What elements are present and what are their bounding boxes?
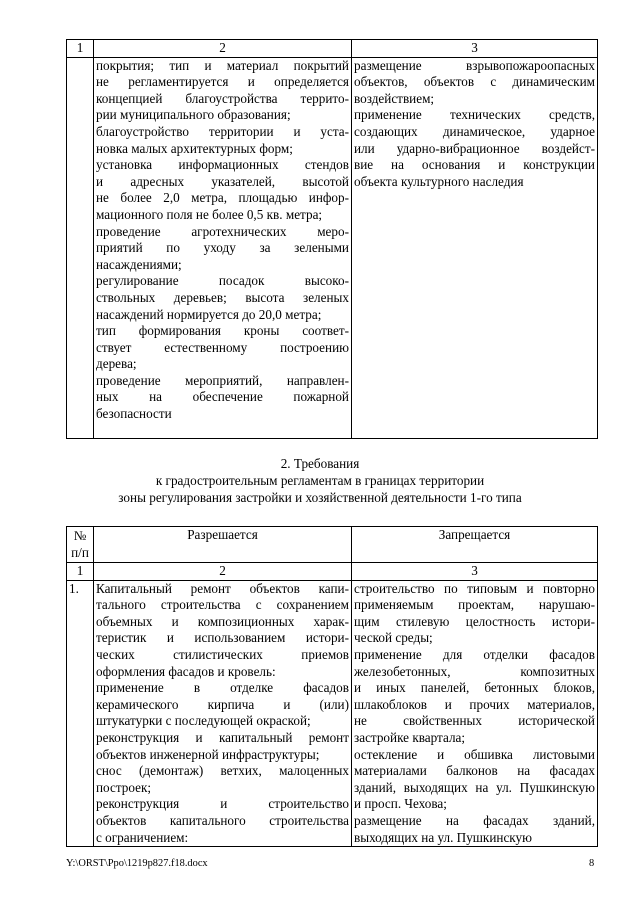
text-line: ных на обеспечение пожарной — [96, 389, 349, 405]
text-line: реконструкция и капитальный ремонт — [96, 729, 349, 745]
text-line: размещение на фасадах зданий, — [354, 812, 595, 828]
text-line: материалами балконов на фасадах — [354, 763, 595, 779]
text-line: рии муниципального образования; — [96, 107, 291, 123]
allowed-text — [96, 581, 349, 847]
column-number-row — [67, 563, 598, 581]
text-line: Капитальный ремонт объектов капи- — [96, 580, 349, 596]
text-line: объекта культурного наследия — [354, 173, 524, 189]
text-line: построек; — [96, 779, 152, 795]
forbidden-text — [354, 581, 595, 847]
col-number-3: 3 — [352, 40, 598, 58]
text-line: размещение взрывопожароопасных — [354, 57, 595, 73]
text-line: применяемым проектам, нарушаю- — [354, 597, 595, 613]
header-forbidden: Запрещается — [352, 527, 598, 563]
col-number-2: 2 — [94, 40, 352, 58]
col-number-1: 1 — [67, 40, 94, 58]
text-line: применение для отделки фасадов — [354, 646, 595, 662]
text-line: дерева; — [96, 356, 137, 372]
text-line: проведение мероприятий, направлен- — [96, 372, 349, 388]
text-line: оформления фасадов и кровель: — [96, 663, 276, 679]
text-line: теристик и использованием истори- — [96, 630, 349, 646]
text-line: насаждениями; — [96, 256, 182, 272]
text-line: застройке квартала; — [354, 729, 466, 745]
section-title: 2. Требования — [280, 456, 360, 471]
header-row — [67, 527, 598, 563]
allowed-cell — [94, 57, 352, 438]
text-line: вие на основания и конструкции — [354, 157, 595, 173]
text-line: шлакоблоков и прочих материалов, — [354, 696, 595, 712]
text-line: создающих динамическое, ударное — [354, 123, 595, 139]
section-subtitle-2: зоны регулирования застройки и хозяйственной деятельности 1-го типа — [118, 490, 522, 505]
text-line: новка малых архитектурных форм; — [96, 140, 293, 156]
text-line: концепцией благоустройства террито- — [96, 90, 349, 106]
text-line: мационного поля не более 0,5 кв. метра; — [96, 206, 323, 222]
text-line: не регламентируется и определяется — [96, 74, 349, 90]
text-line: ческой среды; — [354, 630, 433, 646]
header-number: № п/п — [67, 527, 94, 563]
text-line: объемных и композиционных харак- — [96, 613, 349, 629]
page-number: 8 — [589, 858, 595, 869]
text-line: объектов капитального строительства — [96, 812, 349, 828]
text-line: выходящих на ул. Пушкинскую — [354, 829, 532, 845]
text-line: железобетонных, композитных — [354, 663, 595, 679]
text-line: ствует естественному построению — [96, 339, 349, 355]
text-line: приятий по уходу за зелеными — [96, 240, 349, 256]
forbidden-cell — [352, 580, 598, 847]
requirements-table — [66, 526, 598, 847]
text-line: и иных панелей, бетонных блоков, — [354, 680, 595, 696]
text-line: или ударно-вибрационное воздейст- — [354, 140, 595, 156]
allowed-text — [96, 58, 349, 423]
text-line: ческих стилистических приемов — [96, 646, 349, 662]
forbidden-text — [354, 58, 595, 191]
column-number-row — [67, 40, 598, 58]
col-number-2: 2 — [94, 563, 352, 581]
text-line: и просп. Чехова; — [354, 796, 447, 812]
text-line: зданий, выходящих на ул. Пушкинскую — [354, 779, 595, 795]
text-line: не более 2,0 метра, площадью инфор- — [96, 190, 349, 206]
text-line: керамического кирпича и (или) — [96, 696, 349, 712]
text-line: реконструкция и строительство — [96, 796, 349, 812]
text-line: строительство по типовым и повторно — [354, 580, 595, 596]
text-line: тального строительства с сохранением — [96, 597, 349, 613]
text-line: объектов, объектов с динамическим — [354, 74, 595, 90]
text-line: штукатурки с последующей окраской; — [96, 713, 311, 729]
text-line: воздействием; — [354, 90, 435, 106]
text-line: покрытия; тип и материал покрытий — [96, 57, 349, 73]
footer-file-path: Y:\ORST\Ppo\1219p827.f18.docx — [66, 858, 208, 869]
text-line: объектов инженерной инфраструктуры; — [96, 746, 320, 762]
row-number-cell — [67, 57, 94, 438]
text-line: снос (демонтаж) ветхих, малоценных — [96, 763, 349, 779]
allowed-cell — [94, 580, 352, 847]
text-line: применение в отделке фасадов — [96, 680, 349, 696]
regulations-table-continued — [66, 39, 598, 439]
section-subtitle-1: к градостроительным регламентам в границах территории — [155, 473, 485, 488]
text-line: проведение агротехнических меро- — [96, 223, 349, 239]
text-line: щим стилевую целостность истори- — [354, 613, 595, 629]
text-line: установка информационных стендов — [96, 157, 349, 173]
text-line: тип формирования кроны соответ- — [96, 323, 349, 339]
text-line: ствольных деревьев; высота зеленых — [96, 289, 349, 305]
text-line: благоустройство территории и уста- — [96, 123, 349, 139]
table-row — [67, 57, 598, 438]
row-number: 1. — [67, 580, 94, 847]
text-line: и адресных указателей, высотой — [96, 173, 349, 189]
table-row — [67, 580, 598, 847]
col-number-1: 1 — [67, 563, 94, 581]
text-line: с ограничением: — [96, 829, 189, 845]
text-line: не свойственных исторической — [354, 713, 595, 729]
forbidden-cell — [352, 57, 598, 438]
text-line: насаждений нормируется до 20,0 метра; — [96, 306, 322, 322]
col-number-3: 3 — [352, 563, 598, 581]
text-line: безопасности — [96, 406, 172, 422]
text-line: регулирование посадок высоко- — [96, 273, 349, 289]
text-line: остекление и обшивка листовыми — [354, 746, 595, 762]
text-line: применение технических средств, — [354, 107, 595, 123]
header-allowed: Разрешается — [94, 527, 352, 563]
